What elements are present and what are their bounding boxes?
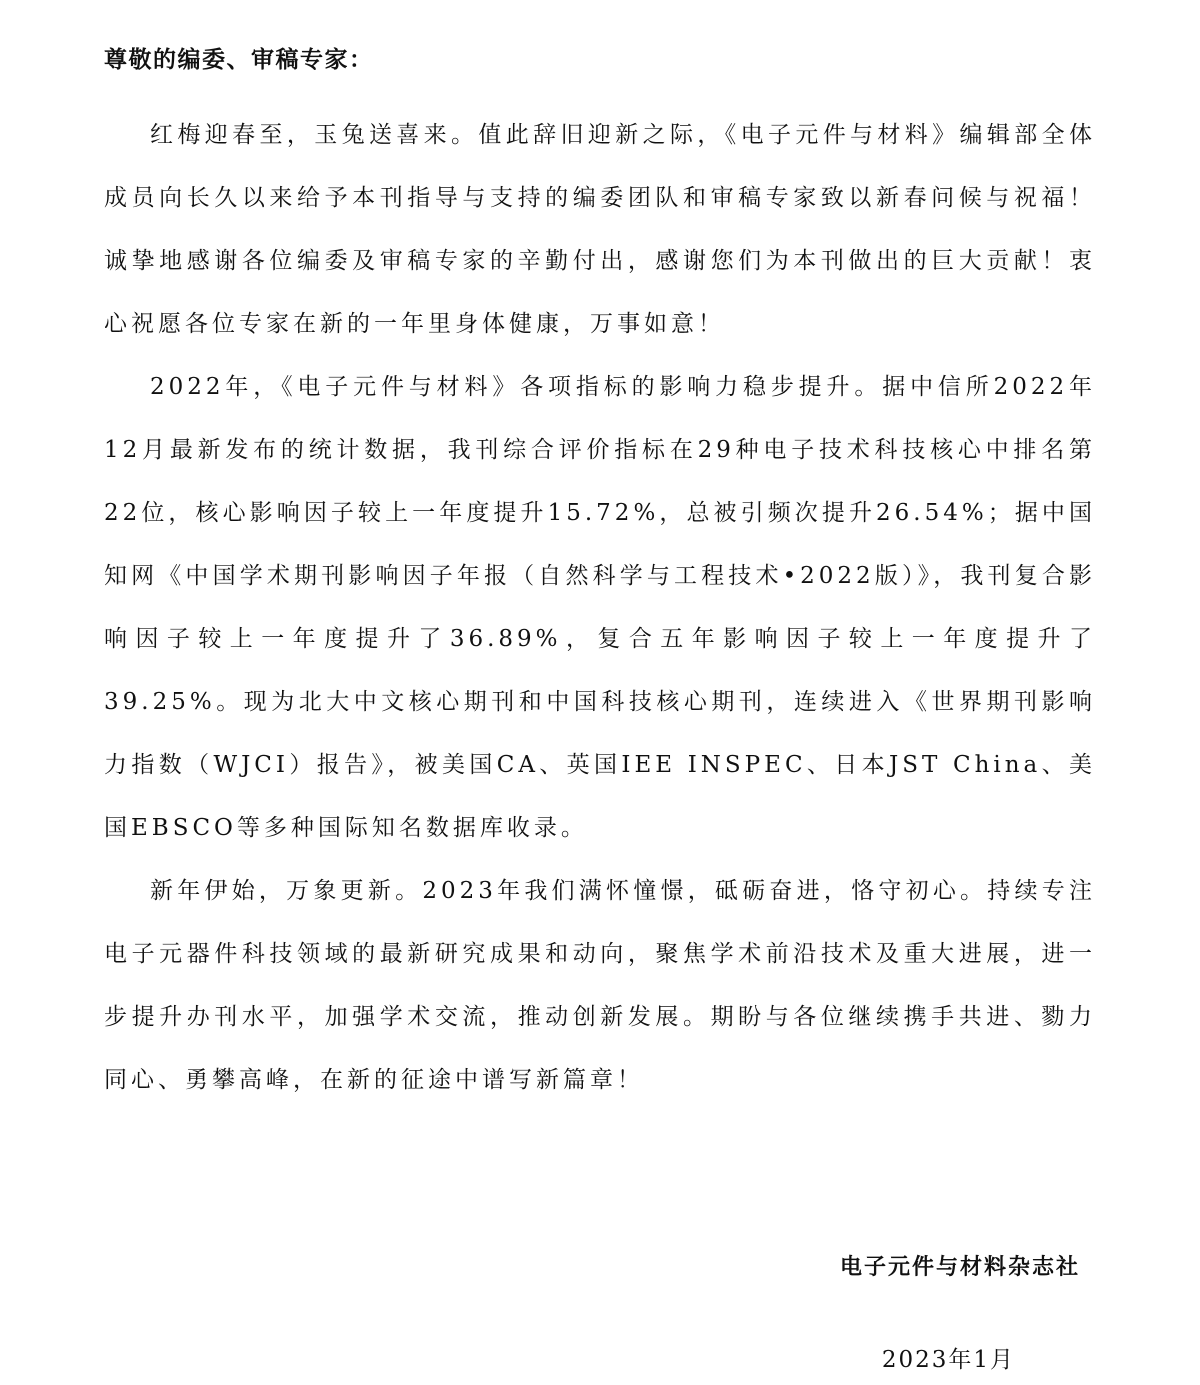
- signature: 电子元件与材料杂志社: [839, 1255, 1080, 1280]
- paragraph-outlook: 新年伊始，万象更新。2023年我们满怀憧憬，砥砺奋进，恪守初心。持续专注电子元器件科技领域的最新研究成果和动向，聚焦学术前沿技术及重大进展，进一步提升办刊水平，加强学术交流，推动创新发展。期盼与各位继续携手共进、勠力同心、勇攀高峰，在新的征途中谱写新篇章！: [104, 878, 1096, 1093]
- paragraph-achievements: 2022年，《电子元件与材料》各项指标的影响力稳步提升。据中信所2022年12月最新发布的统计数据，我刊综合评价指标在29种电子技术科技核心中排名第22位，核心影响因子较上一年度提升15.72%，总被引频次提升26.54%；据中国知网《中国学术期刊影响因子年报（自然科学与工程技术•2022版）》，我刊复合影响因子较上一年度提升了36.89%，复合五年影响因子较上一年度提升了39.25%。现为北大中文核心期刊和中国科技核心期刊，连续进入《世界期刊影响力指数（WJCI）报告》，被美国CA、英国IEE INSPEC、日本JST China、美国EBSCO等多种国际知名数据库收录。: [104, 374, 1096, 841]
- paragraph-greeting: 红梅迎春至，玉兔送喜来。值此辞旧迎新之际，《电子元件与材料》编辑部全体成员向长久以来给予本刊指导与支持的编委团队和审稿专家致以新春问候与祝福！诚挚地感谢各位编委及审稿专家的辛勤付出，感谢您们为本刊做出的巨大贡献！衷心祝愿各位专家在新的一年里身体健康，万事如意！: [104, 122, 1096, 337]
- letter-date: 2023年1月: [881, 1347, 1015, 1373]
- salutation: 尊敬的编委、审稿专家：: [104, 47, 374, 73]
- letter-body: [104, 104, 1096, 1112]
